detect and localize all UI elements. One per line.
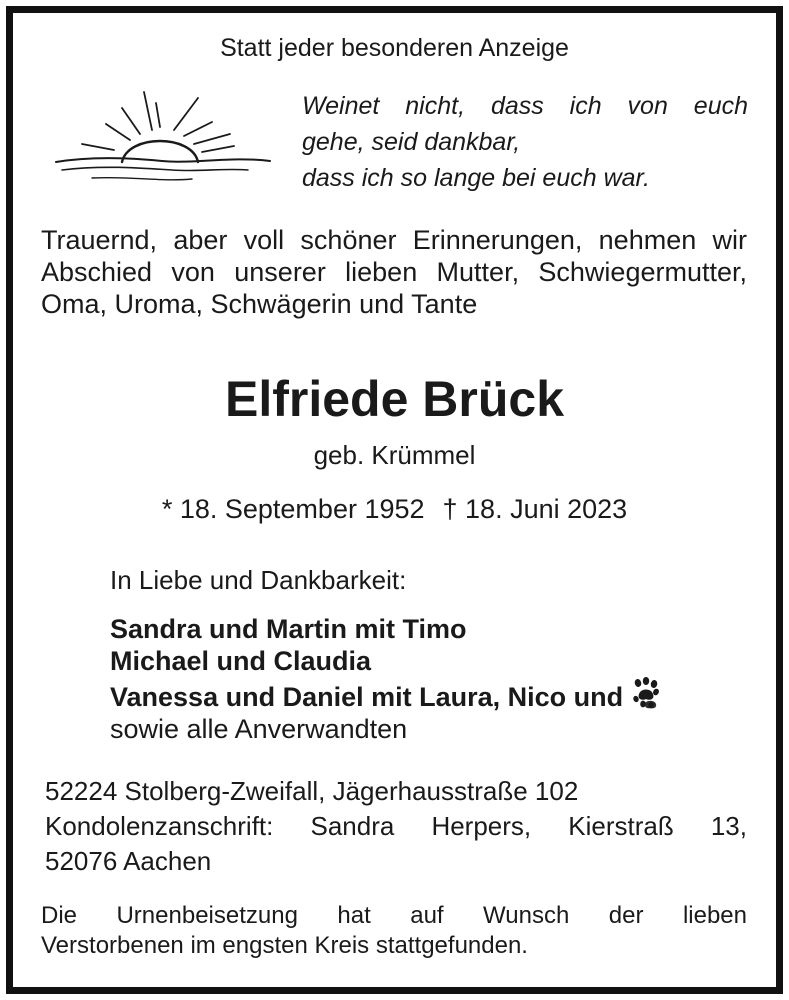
family-line: Michael und Claudia <box>110 646 372 676</box>
mourners-list <box>110 613 663 745</box>
note-line: Die Urnenbeisetzung hat auf Wunsch der lieben <box>41 902 747 929</box>
birth-name: geb. Krümmel <box>313 440 476 470</box>
burial-note <box>41 901 747 961</box>
condolence-address-line: Kondolenzanschrift: Sandra Herpers, Kierstraß 13, <box>45 811 747 841</box>
mourners-intro: In Liebe und Dankbarkeit: <box>110 565 407 595</box>
address-city-line: 52076 Aachen <box>45 846 212 876</box>
poem-line: Weinet nicht, dass ich von euch <box>302 92 748 120</box>
paw-print-icon <box>629 677 663 711</box>
death-date: † 18. Juni 2023 <box>442 494 628 524</box>
intro-paragraph: Trauernd, aber voll schöner Erinnerungen, nehmen wir Abschied von unserer lieben Mutter, Schwiegermutter, Oma, Uroma, Schwägerin und Tante <box>41 225 747 319</box>
birth-date: * 18. September 1952 <box>161 494 425 524</box>
sunset-icon <box>52 86 274 192</box>
poem <box>302 88 748 196</box>
family-line: Sandra und Martin mit Timo <box>110 614 467 644</box>
header-text: Statt jeder besonderen Anzeige <box>220 34 569 62</box>
others-line: sowie alle Anverwandten <box>110 714 408 744</box>
poem-line: gehe, seid dankbar, <box>302 128 521 156</box>
life-dates <box>0 494 789 525</box>
address-line: 52224 Stolberg-Zweifall, Jägerhausstraße 102 <box>45 776 579 806</box>
deceased-name: Elfriede Brück <box>224 371 564 427</box>
family-line-with-pet <box>110 677 663 713</box>
address-block <box>45 774 747 879</box>
family-line-text: Vanessa und Daniel mit Laura, Nico und <box>110 682 624 712</box>
note-line: Verstorbenen im engsten Kreis stattgefunden. <box>41 932 528 959</box>
poem-line: dass ich so lange bei euch war. <box>302 164 650 192</box>
